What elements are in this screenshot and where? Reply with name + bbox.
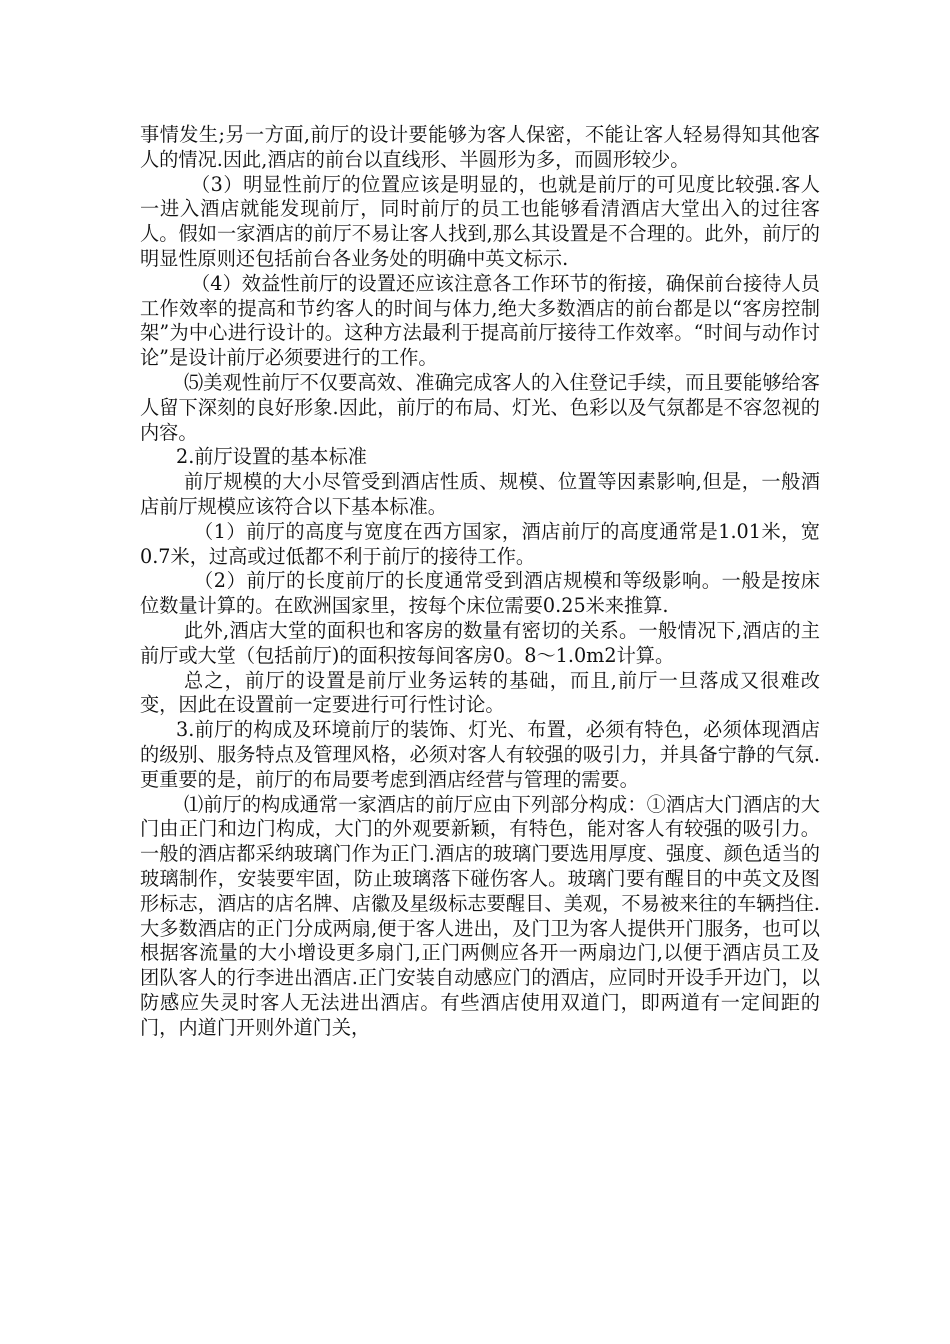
paragraph-composition-detail: ⑴前厅的构成通常一家酒店的前厅应由下列部分构成：①酒店大门酒店的大门由正门和边门构成，大门的外观要新颖，有特色，能对客人有较强的吸引力。一般的酒店都采纳玻璃门作为正门.酒店的玻璃门要选用厚度、强度、颜色适当的玻璃制作，安装要牢固，防止玻璃落下碰伤客人。玻璃门要有醒目的中英文及图形标志，酒店的店名牌、店徽及星级标志要醒目、美观，不易被来往的车辆挡住.大多数酒店的正门分成两扇,便于客人进出，及门卫为客人提供开门服务，也可以根据客流量的大小增设更多扇门,正门两侧应各开一两扇边门,以便于酒店员工及团队客人的行李进出酒店.正门安装自动感应门的酒店，应同时开设手开边门，以防感应失灵时客人无法进出酒店。有些酒店使用双道门，即两道有一定间距的门，内道门开则外道门关，: [140, 792, 820, 1039]
section-heading-basic-standards: 2.前厅设置的基本标准: [176, 445, 367, 469]
paragraph-1: 事情发生;另一方面,前厅的设计要能够为客人保密，不能让客人轻易得知其他客人的情况.因此,酒店的前台以直线形、半圆形为多，而圆形较少。: [140, 123, 820, 171]
document-body: [140, 123, 820, 1040]
paragraph-height-width: （1）前厅的高度与宽度在西方国家，酒店前厅的高度通常是1.01米，宽0.7米，过高或过低都不利于前厅的接待工作。: [140, 519, 820, 568]
paragraph-scale: 前厅规模的大小尽管受到酒店性质、规模、位置等因素影响,但是，一般酒店前厅规模应该符合以下基本标准。: [140, 470, 820, 518]
paragraph-efficiency: （4）效益性前厅的设置还应该注意各工作环节的衔接，确保前台接待人员工作效率的提高和节约客人的时间与体力,绝大多数酒店的前台都是以“客房控制架”为中心进行设计的。这种方法最利于提高前厅接待工作效率。“时间与动作讨论”是设计前厅必须要进行的工作。: [140, 271, 820, 370]
paragraph-visibility: （3）明显性前厅的位置应该是明显的，也就是前厅的可见度比较强.客人一进入酒店就能发现前厅，同时前厅的员工也能够看清酒店大堂出入的过往客人。假如一家酒店的前厅不易让客人找到,那么其设置是不合理的。此外，前厅的明显性原则还包括前台各业务处的明确中英文标示.: [140, 172, 820, 270]
paragraph-lobby-area: 此外,酒店大堂的面积也和客房的数量有密切的关系。一般情况下,酒店的主前厅或大堂（包括前厅)的面积按每间客房0。8～1.0m2计算。: [140, 618, 820, 667]
paragraph-length: （2）前厅的长度前厅的长度通常受到酒店规模和等级影响。一般是按床位数量计算的。在欧洲国家里，按每个床位需要0.25米来推算.: [140, 569, 820, 618]
section-heading-composition: 3.前厅的构成及环境前厅的装饰、灯光、布置，必须有特色，必须体现酒店的级别、服务特点及管理风格，必须对客人有较强的吸引力，并具备宁静的气氛.更重要的是，前厅的布局要考虑到酒店经营与管理的需要。: [140, 718, 820, 791]
paragraph-summary: 总之，前厅的设置是前厅业务运转的基础，而且,前厅一旦落成又很难改变，因此在设置前一定要进行可行性讨论。: [140, 668, 820, 717]
paragraph-aesthetics: ⑸美观性前厅不仅要高效、准确完成客人的入住登记手续，而且要能够给客人留下深刻的良好形象.因此，前厅的布局、灯光、色彩以及气氛都是不容忽视的内容。: [140, 370, 820, 444]
